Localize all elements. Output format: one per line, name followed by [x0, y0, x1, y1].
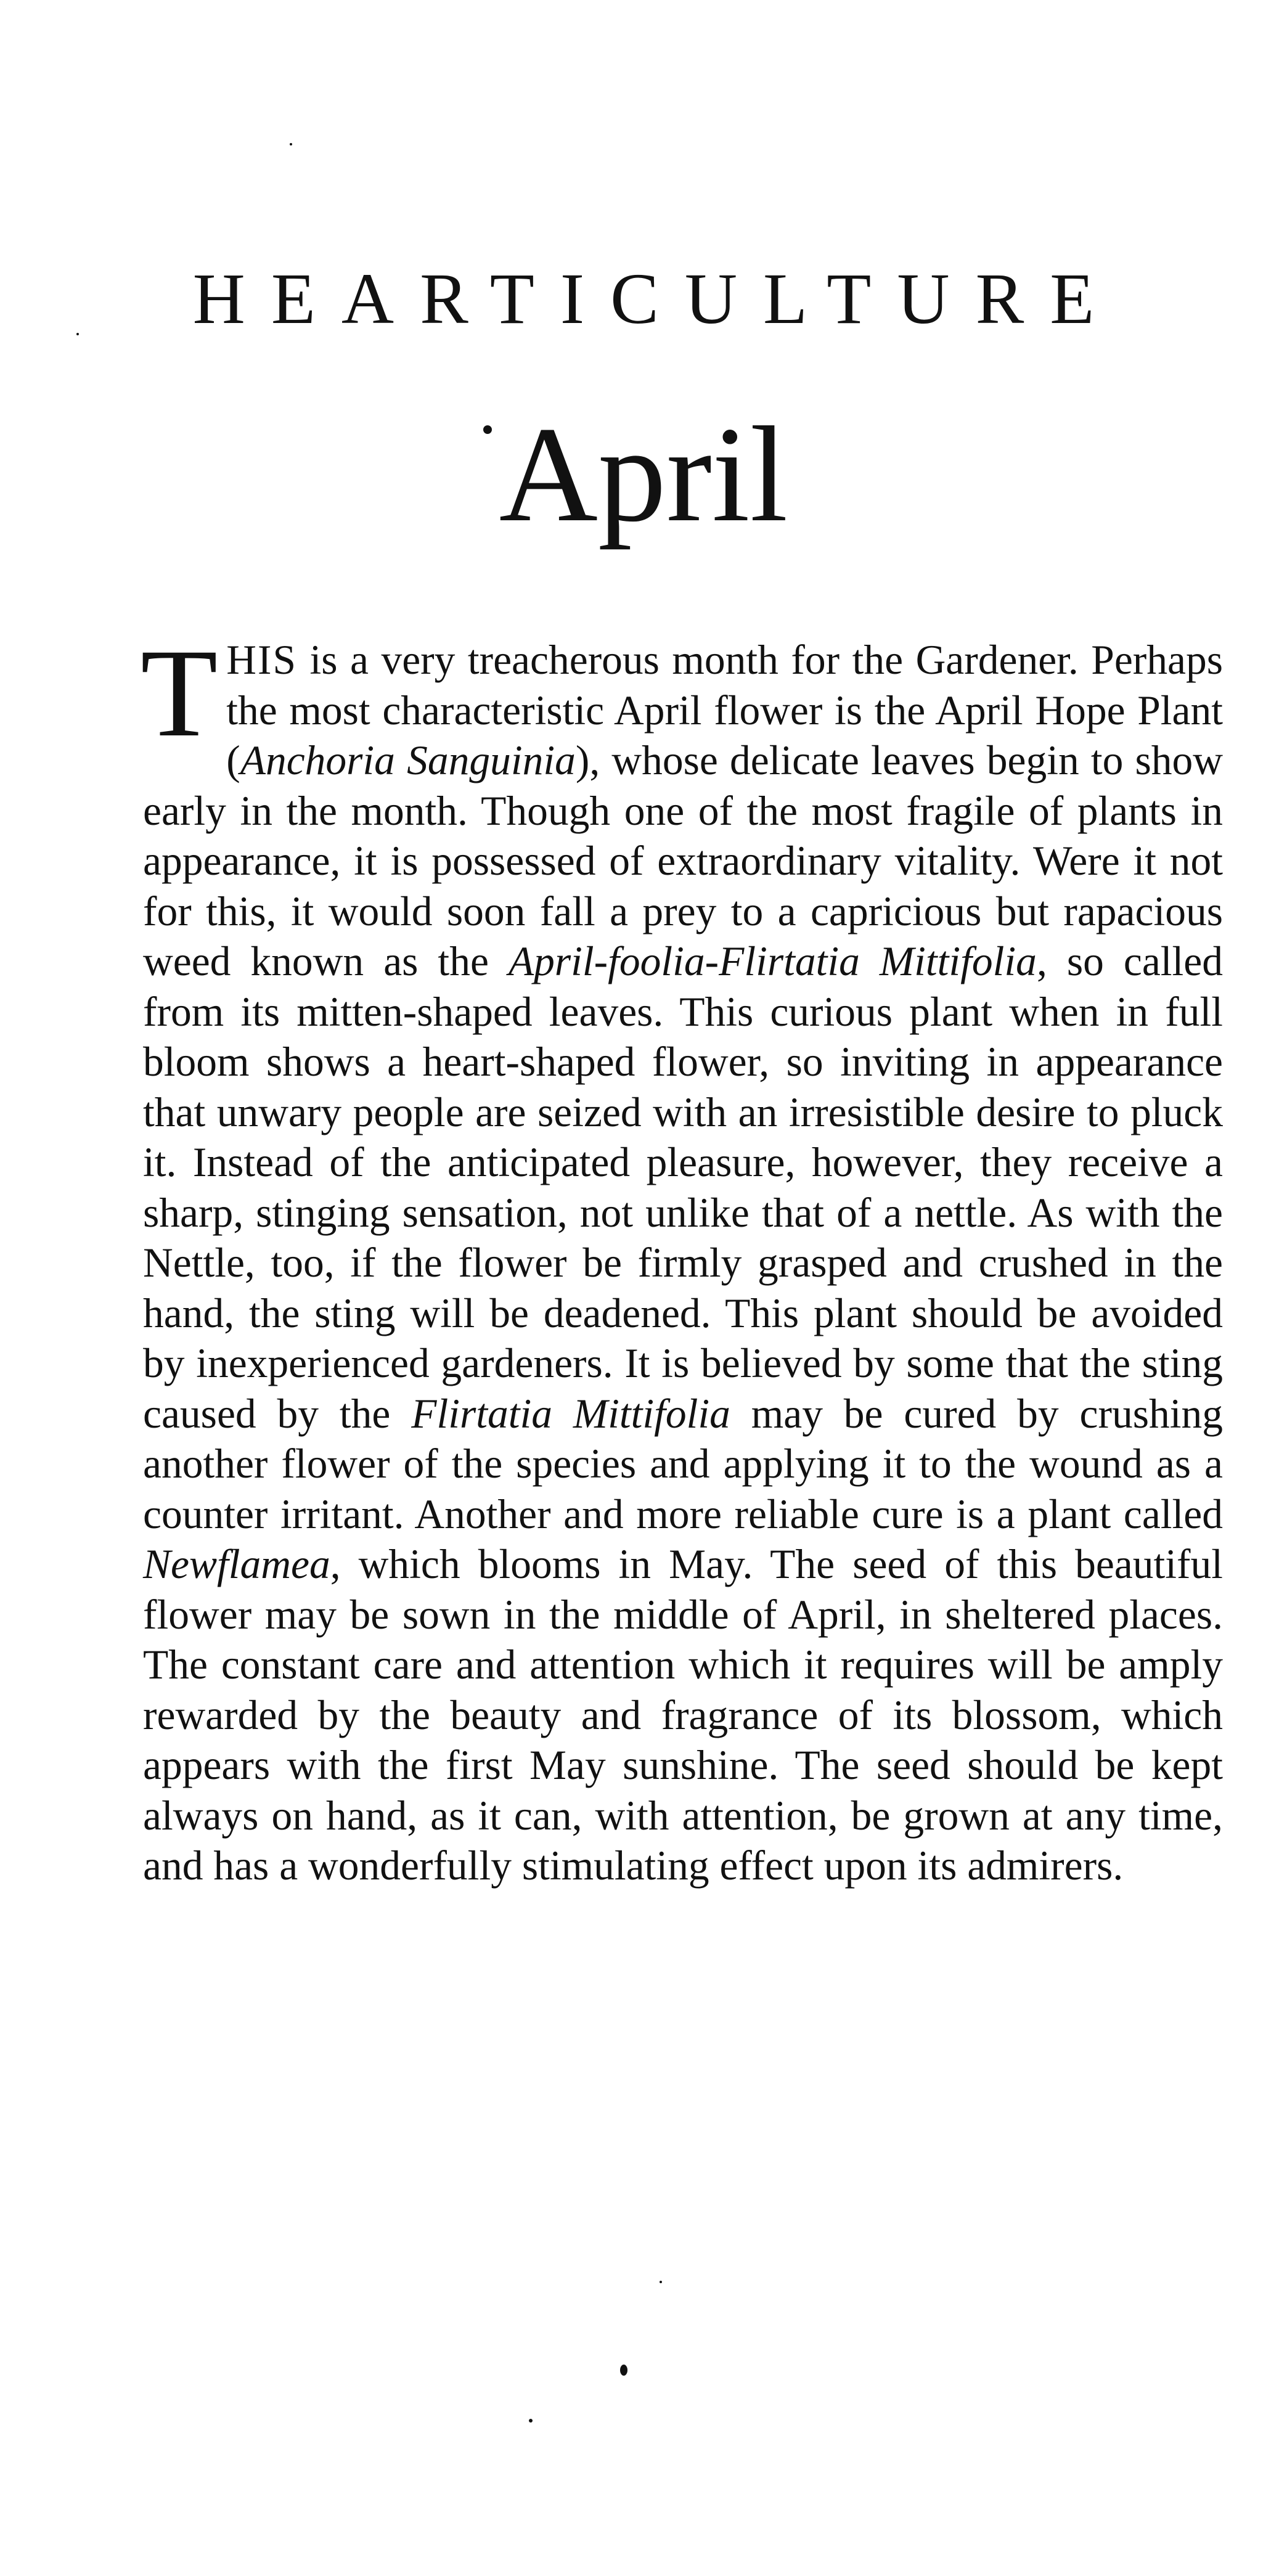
- italic-plant-name-3: Flirtatia Mittifolia: [411, 1390, 730, 1437]
- body-text-run-3: , so called from its mitten-shaped leaves. This curious plant when in full bloom shows a heart-shaped flower, so inviting in appearance that unwary people are seized with an irresistible desire to pluck it. Instead of the anticipated pleasure, however, they receive a sharp, stinging sensation, not unlike that of a nettle. As with the Nettle, too, if the flower be firmly grasped and crushed in the hand, the sting will be deadened. This plant should be avoided by inexperienced gardeners. It is believed by some that the sting caused by the: [143, 938, 1223, 1437]
- print-speck: [620, 2365, 627, 2376]
- body-paragraph: [141, 623, 1223, 1891]
- body-text-run-4: may be cured by crushing another flower of the species and applying it to the wound as a counter irritant. Another and more reliable cure is a plant called: [143, 1390, 1223, 1537]
- print-speck: [290, 143, 292, 145]
- month-title: April: [499, 399, 788, 550]
- drop-cap: T: [141, 623, 218, 763]
- italic-plant-name-4: Newflamea: [143, 1541, 330, 1587]
- print-speck: [660, 2281, 662, 2283]
- body-text-run-1: is a very treacherous month for the Gardener. Perhaps the most characteristic April flower is the April Hope Plant (: [226, 637, 1223, 783]
- italic-plant-name-1: Anchoria Sanguinia: [240, 737, 576, 783]
- running-head: HEARTICULTURE: [192, 258, 1121, 339]
- print-speck: [529, 2419, 533, 2423]
- print-speck: [483, 425, 492, 434]
- italic-plant-name-2: April-foolia-Flirtatia Mittifolia: [508, 938, 1037, 984]
- body-text-run-5: , which blooms in May. The seed of this beautiful flower may be sown in the middle of April, in sheltered places. The constant care and attention which it requires will be amply rewarded by the beauty and fragrance of its blossom, which appears with the first May sunshine. The seed should be kept always on hand, as it can, with attention, be grown at any time, and has a wonderfully stimulating effect upon its admirers.: [143, 1541, 1223, 1889]
- lead-caps: HIS: [226, 637, 297, 683]
- print-speck: [76, 333, 79, 335]
- body-text-run-2: ), whose delicate leaves begin to show early in the month. Though one of the most fragile of plants in appearance, it is possessed of extraordinary vitality. Were it not for this, it would soon fall a prey to a capricious but rapacious weed known as the: [143, 737, 1223, 984]
